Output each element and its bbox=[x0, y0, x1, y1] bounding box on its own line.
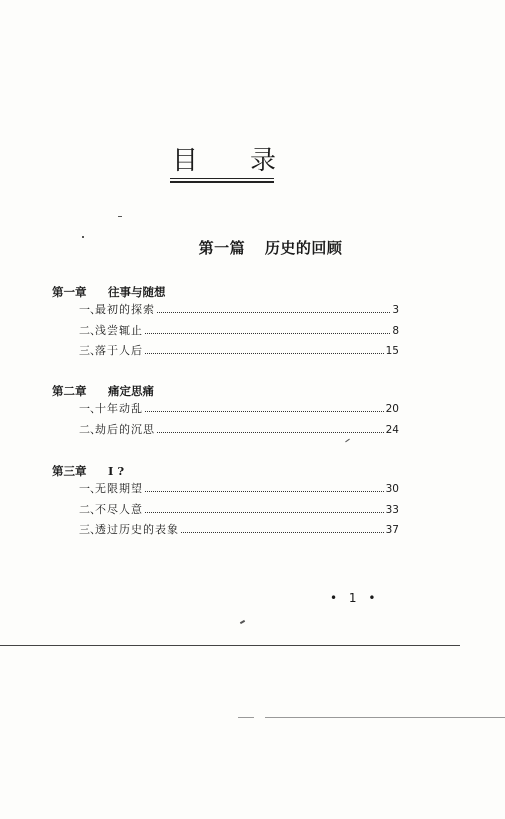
entry-title: 劫后的沉思 bbox=[95, 422, 155, 436]
toc-title-char-2: 录 bbox=[249, 146, 276, 176]
chapter-heading bbox=[52, 383, 402, 399]
scan-speck bbox=[82, 236, 84, 238]
part-number: 第一篇 bbox=[198, 239, 246, 257]
chapter-2 bbox=[52, 383, 402, 440]
entry-number: 一、 bbox=[79, 402, 101, 415]
toc-entry[interactable] bbox=[79, 479, 399, 500]
dot-leader bbox=[145, 352, 384, 354]
entry-title: 十年动乱 bbox=[95, 402, 143, 415]
page-edge-rule-lower bbox=[265, 717, 505, 718]
chapter-title: 往事与随想 bbox=[108, 285, 166, 299]
entry-title: 浅尝辄止 bbox=[95, 323, 143, 337]
toc-entry[interactable] bbox=[79, 321, 399, 342]
chapter-heading bbox=[52, 284, 402, 300]
entry-page: 8 bbox=[392, 324, 399, 337]
entry-title: 最初的探索 bbox=[95, 303, 155, 316]
page-edge-rule bbox=[0, 645, 460, 646]
dot-leader bbox=[145, 490, 384, 492]
entry-page: 3 bbox=[392, 304, 399, 316]
dot-leader bbox=[157, 311, 390, 313]
toc-entry[interactable] bbox=[79, 341, 399, 362]
toc-entry[interactable] bbox=[79, 300, 399, 321]
scan-speck bbox=[118, 216, 122, 217]
entry-page: 30 bbox=[385, 483, 399, 495]
title-underline-thick bbox=[170, 181, 274, 183]
chapter-heading bbox=[52, 463, 402, 479]
entry-page: 24 bbox=[385, 423, 399, 436]
page-edge-rule-short bbox=[238, 717, 254, 718]
dot-leader bbox=[181, 531, 384, 533]
part-heading bbox=[0, 237, 505, 258]
dot-leader bbox=[145, 332, 390, 334]
entry-title: 透过历史的表象 bbox=[95, 523, 179, 536]
chapter-title: 痛定思痛 bbox=[108, 384, 155, 398]
toc-title bbox=[172, 146, 276, 176]
part-title: 历史的回顾 bbox=[264, 239, 343, 257]
entry-page: 37 bbox=[385, 524, 399, 536]
entry-title: 落于人后 bbox=[95, 344, 143, 357]
title-underline bbox=[170, 178, 274, 179]
chapter-1 bbox=[52, 284, 402, 362]
entry-number: 三、 bbox=[79, 523, 101, 536]
scan-speck bbox=[240, 620, 245, 624]
chapter-number: 第一章 bbox=[52, 285, 87, 299]
entry-number: 三、 bbox=[79, 344, 101, 357]
entry-page: 15 bbox=[385, 345, 399, 357]
entry-page: 33 bbox=[385, 503, 399, 516]
page-folio: • 1 • bbox=[330, 591, 380, 605]
entry-title: 不尽人意 bbox=[95, 502, 143, 516]
toc-title-char-1: 目 bbox=[172, 146, 199, 176]
entry-number: 二、 bbox=[79, 323, 101, 337]
entry-number: 一、 bbox=[79, 303, 101, 316]
entry-title: 无限期望 bbox=[95, 482, 143, 495]
dot-leader bbox=[157, 431, 384, 433]
chapter-number: 第三章 bbox=[52, 464, 87, 478]
toc-entry[interactable] bbox=[79, 420, 399, 441]
entry-number: 二、 bbox=[79, 502, 101, 516]
entry-page: 20 bbox=[385, 403, 399, 415]
entry-number: 二、 bbox=[79, 422, 101, 436]
dot-leader bbox=[145, 511, 384, 513]
chapter-number: 第二章 bbox=[52, 384, 87, 398]
entry-number: 一、 bbox=[79, 482, 101, 495]
dot-leader bbox=[145, 410, 384, 412]
toc-entry[interactable] bbox=[79, 520, 399, 541]
toc-entry[interactable] bbox=[79, 500, 399, 521]
chapter-title: I ? bbox=[108, 464, 125, 478]
toc-entry[interactable] bbox=[79, 399, 399, 420]
chapter-3 bbox=[52, 463, 402, 541]
